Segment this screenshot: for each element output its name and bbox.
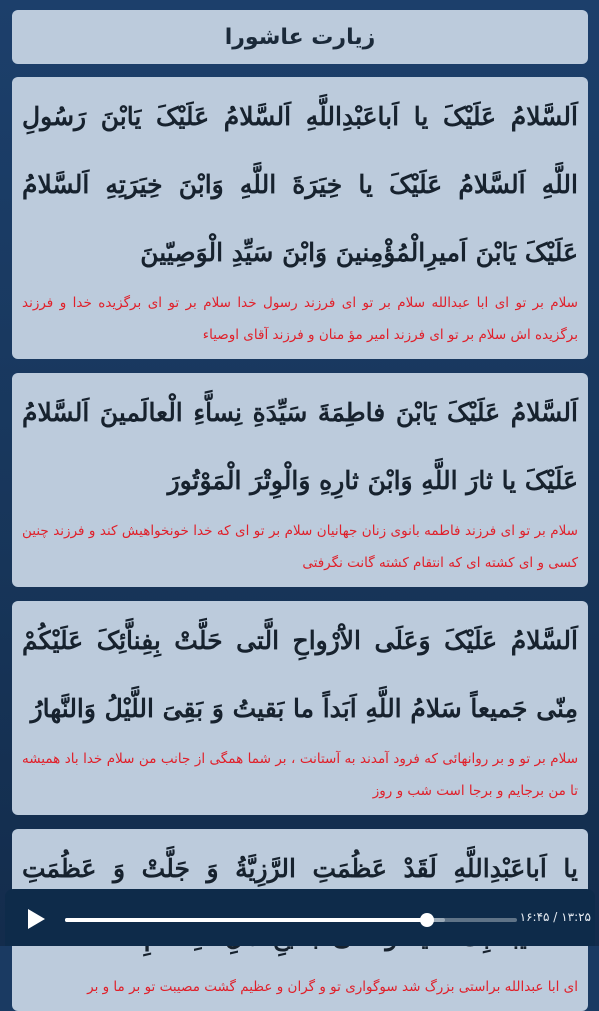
seek-bar[interactable] (65, 918, 517, 922)
time-separator: / (553, 910, 558, 924)
play-icon (26, 908, 46, 930)
verse-translation-text: ای ابا عبدالله براستی بزرگ شد سوگواری تو و گران و عظیم گشت مصیبت تو بر ما و بر (87, 979, 578, 995)
verse-card[interactable] (12, 601, 588, 815)
verse-translation-text: سلام بر تو و بر روانهائی که فرود آمدند به آستانت ، بر شما همگی از جانب من سلام خدا باد همیشه تا من برجایم و برجا است شب و روز (22, 751, 578, 799)
verse-translation-text: سلام بر تو ای ابا عبدالله سلام بر تو ای فرزند رسول خدا سلام بر تو ای برگزیده خدا و فرزند برگزیده اش سلام بر تو ای فرزند امیر مؤ منان و فرزند آقای اوصیاء (22, 295, 578, 343)
time-readout (519, 910, 591, 924)
play-button[interactable] (23, 906, 49, 932)
verse-arabic-text: اَلسَّلامُ عَلَیْکَ یَابْنَ فاطِمَةَ سَیِّدَةِ نِساَّءِ الْعالَمینَ اَلسَّلامُ عَلَیْکَ یا ثارَ اللَّهِ وَابْنَ ثارِهِ وَالْوِتْرَ الْمَوْتُورَ (22, 398, 578, 495)
played-progress (65, 918, 427, 922)
title-card (12, 10, 588, 64)
total-time: ۱۶:۴۵ (519, 910, 550, 924)
page-title: زیارت عاشورا (224, 24, 376, 50)
seek-handle[interactable] (420, 913, 434, 927)
verse-arabic-text: اَلسَّلامُ عَلَیْکَ وَعَلَی الاَْرْواحِ الَّتی حَلَّتْ بِفِناَّئِکَ عَلَیْکُمْ مِنّی جَمیعاً سَلامُ اللَّهِ اَبَداً ما بَقیتُ وَ بَقِیَ اللَّیْلُ وَالنَّهارُ (22, 626, 578, 723)
verse-card[interactable] (12, 77, 588, 359)
verse-arabic-text: یا اَباعَبْدِاللَّهِ لَقَدْ عَظُمَتِ الرَّزِیَّةُ وَ جَلَّتْ وَ عَظُمَتِ (22, 854, 578, 883)
verse-card[interactable] (12, 373, 588, 587)
current-time: ۱۳:۲۵ (561, 910, 591, 924)
audio-player-bar (5, 889, 595, 946)
verse-arabic-text: اَلسَّلامُ عَلَیْکَ یا اَباعَبْدِاللَّهِ اَلسَّلامُ عَلَیْکَ یَابْنَ رَسُولِ اللَّهِ اَلسَّلامُ عَلَیْکَ یا خِیَرَةَ اللَّهِ وَابْنَ خِیَرَتِهِ اَلسَّلامُ عَلَیْکَ یَابْنَ اَمیرِالْمُؤْمِنینَ وَابْنَ سَیِّدِ الْوَصِیّینَ (22, 102, 578, 267)
verse-translation-text: سلام بر تو ای فرزند فاطمه بانوی زنان جهانیان سلام بر تو ای که خدا خونخواهیش کند و فرزند چنین کسی و ای کشته ای که انتقام کشته گانت نگرفتی (22, 523, 578, 571)
